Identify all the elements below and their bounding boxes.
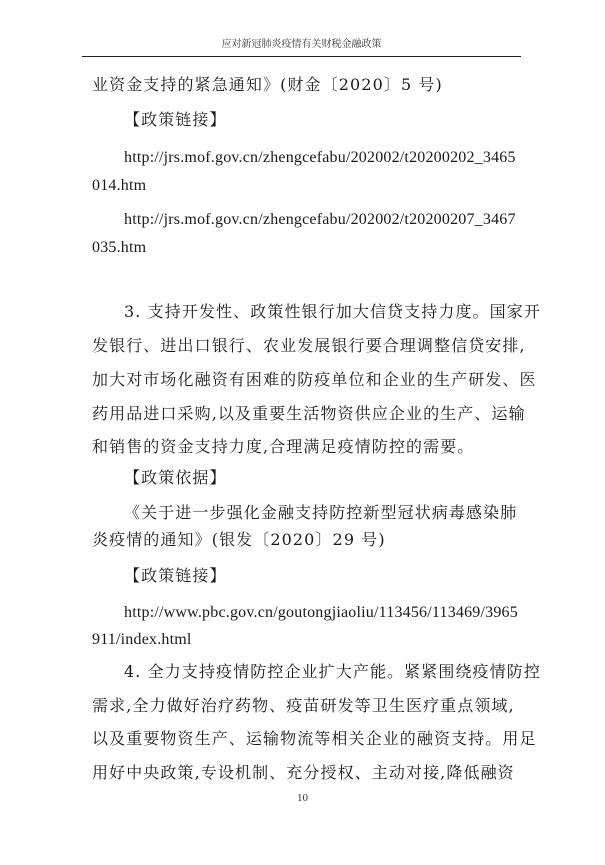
paragraph-line: 需求,全力做好治疗药物、疫苗研发等卫生医疗重点领域, (92, 696, 515, 715)
policy-link-url-continued[interactable]: 911/index.html (92, 631, 192, 648)
paragraph-line: 用好中央政策,专设机制、充分授权、主动对接,降低融资 (92, 763, 515, 782)
paragraph-line: 药用品进口采购,以及重要生活物资供应企业的生产、运输 (92, 404, 526, 423)
policy-link-url[interactable]: http://jrs.mof.gov.cn/zhengcefabu/202002/t20200207_3467 (124, 211, 516, 228)
paragraph-line: 4. 全力支持疫情防控企业扩大产能。紧紧围绕疫情防控 (124, 662, 541, 681)
paragraph-line: 以及重要物资生产、运输物流等相关企业的融资支持。用足 (92, 729, 537, 748)
policy-link-url-continued[interactable]: 014.htm (92, 177, 147, 194)
policy-link-url[interactable]: http://www.pbc.gov.cn/goutongjiaoliu/113456/113469/3965 (124, 604, 518, 621)
page-header: 应对新冠肺炎疫情有关财税金融政策 (82, 38, 521, 57)
policy-basis-text: 《关于进一步强化金融支持防控新型冠状病毒感染肺 (124, 503, 518, 522)
policy-basis-text: 炎疫情的通知》(银发〔2020〕29 号) (92, 530, 386, 549)
paragraph-line: 和销售的资金支持力度,合理满足疫情防控的需要。 (92, 437, 475, 456)
text-line: 业资金支持的紧急通知》(财金〔2020〕5 号) (92, 75, 443, 94)
section-heading-policy-basis: 【政策依据】 (124, 468, 227, 487)
policy-link-url-continued[interactable]: 035.htm (92, 239, 147, 256)
paragraph-line: 发银行、进出口银行、农业发展银行要合理调整信贷安排, (92, 336, 526, 355)
paragraph-line: 3. 支持开发性、政策性银行加大信贷支持力度。国家开 (124, 302, 541, 321)
section-heading-policy-link: 【政策链接】 (124, 110, 227, 129)
policy-link-url[interactable]: http://jrs.mof.gov.cn/zhengcefabu/202002/t20200202_3465 (124, 149, 516, 166)
page-number: 10 (297, 792, 308, 804)
section-heading-policy-link: 【政策链接】 (124, 566, 227, 585)
paragraph-line: 加大对市场化融资有困难的防疫单位和企业的生产研发、医 (92, 370, 537, 389)
